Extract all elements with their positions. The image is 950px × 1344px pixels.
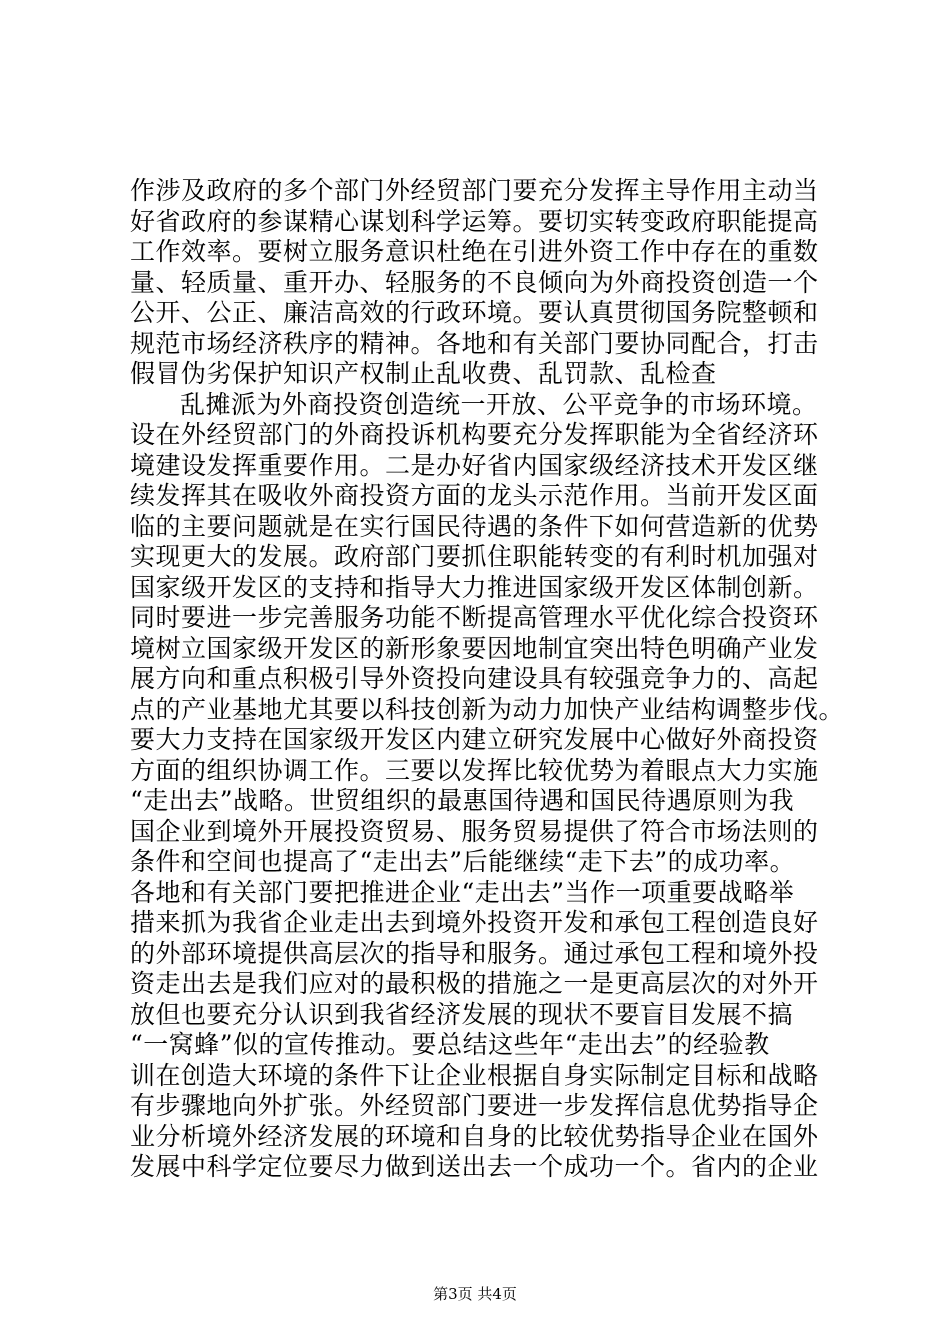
text-line: 设在外经贸部门的外商投诉机构要充分发挥职能为全省经济环 bbox=[130, 420, 819, 449]
text-line: 措来抓为我省企业走出去到境外投资开发和承包工程创造良好 bbox=[130, 908, 819, 937]
text-line: 条件和空间也提高了“走出去”后能继续“走下去”的成功率。 bbox=[130, 847, 796, 876]
text-line: 作涉及政府的多个部门外经贸部门要充分发挥主导作用主动当 bbox=[130, 176, 819, 205]
text-line: 境树立国家级开发区的新形象要因地制宜突出特色明确产业发 bbox=[130, 633, 819, 663]
text-line: 续发挥其在吸收外商投资方面的龙头示范作用。当前开发区面 bbox=[130, 481, 819, 510]
text-line: 点的产业基地尤其要以科技创新为动力加快产业结构调整步伐。 bbox=[130, 694, 845, 724]
body-text bbox=[130, 176, 845, 1183]
text-line: 规范市场经济秩序的精神。各地和有关部门要协同配合，打击 bbox=[130, 328, 819, 358]
text-line: 展方向和重点积极引导外资投向建设具有较强竞争力的、高起 bbox=[130, 664, 819, 693]
text-line: 国家级开发区的支持和指导大力推进国家级开发区体制创新。 bbox=[130, 572, 819, 602]
text-line: 实现更大的发展。政府部门要抓住职能转变的有利时机加强对 bbox=[130, 542, 819, 571]
text-line: 业分析境外经济发展的环境和自身的比较优势指导企业在国外 bbox=[130, 1121, 819, 1151]
text-line: 发展中科学定位要尽力做到送出去一个成功一个。省内的企业 bbox=[130, 1152, 819, 1181]
paragraph-first-line: 乱摊派为外商投资创造统一开放、公平竞争的市场环境。 bbox=[180, 389, 818, 419]
text-line: 训在创造大环境的条件下让企业根据自身实际制定目标和战略 bbox=[130, 1060, 819, 1090]
text-line: 国企业到境外开展投资贸易、服务贸易提供了符合市场法则的 bbox=[130, 816, 819, 846]
text-line: 有步骤地向外扩张。外经贸部门要进一步发挥信息优势指导企 bbox=[130, 1091, 819, 1120]
text-line: 放但也要充分认识到我省经济发展的现状不要盲目发展不搞 bbox=[130, 999, 794, 1029]
text-line: 方面的组织协调工作。三要以发挥比较优势为着眼点大力实施 bbox=[130, 755, 819, 785]
text-line: 公开、公正、廉洁高效的行政环境。要认真贯彻国务院整顿和 bbox=[130, 298, 819, 327]
text-line: 假冒伪劣保护知识产权制止乱收费、乱罚款、乱检查 bbox=[130, 359, 717, 388]
text-line: 的外部环境提供高层次的指导和服务。通过承包工程和境外投 bbox=[130, 938, 819, 968]
text-line: 境建设发挥重要作用。二是办好省内国家级经济技术开发区继 bbox=[130, 450, 819, 480]
text-line: 临的主要问题就是在实行国民待遇的条件下如何营造新的优势 bbox=[130, 511, 819, 541]
text-line: 工作效率。要树立服务意识杜绝在引进外资工作中存在的重数 bbox=[130, 237, 819, 266]
text-line: 要大力支持在国家级开发区内建立研究发展中心做好外商投资 bbox=[130, 725, 819, 754]
text-line: “一窝蜂”似的宣传推动。要总结这些年“走出去”的经验教 bbox=[130, 1030, 770, 1059]
text-line: 资走出去是我们应对的最积极的措施之一是更高层次的对外开 bbox=[130, 969, 819, 998]
text-line: 量、轻质量、重开办、轻服务的不良倾向为外商投资创造一个 bbox=[130, 267, 819, 297]
text-line: 同时要进一步完善服务功能不断提高管理水平优化综合投资环 bbox=[130, 603, 819, 632]
text-line: 好省政府的参谋精心谋划科学运筹。要切实转变政府职能提高 bbox=[130, 206, 819, 236]
text-line: 各地和有关部门要把推进企业“走出去”当作一项重要战略举 bbox=[130, 877, 795, 907]
text-line: “走出去”战略。世贸组织的最惠国待遇和国民待遇原则为我 bbox=[130, 786, 795, 815]
page-number-footer: 第3页 共4页 bbox=[433, 1285, 517, 1303]
